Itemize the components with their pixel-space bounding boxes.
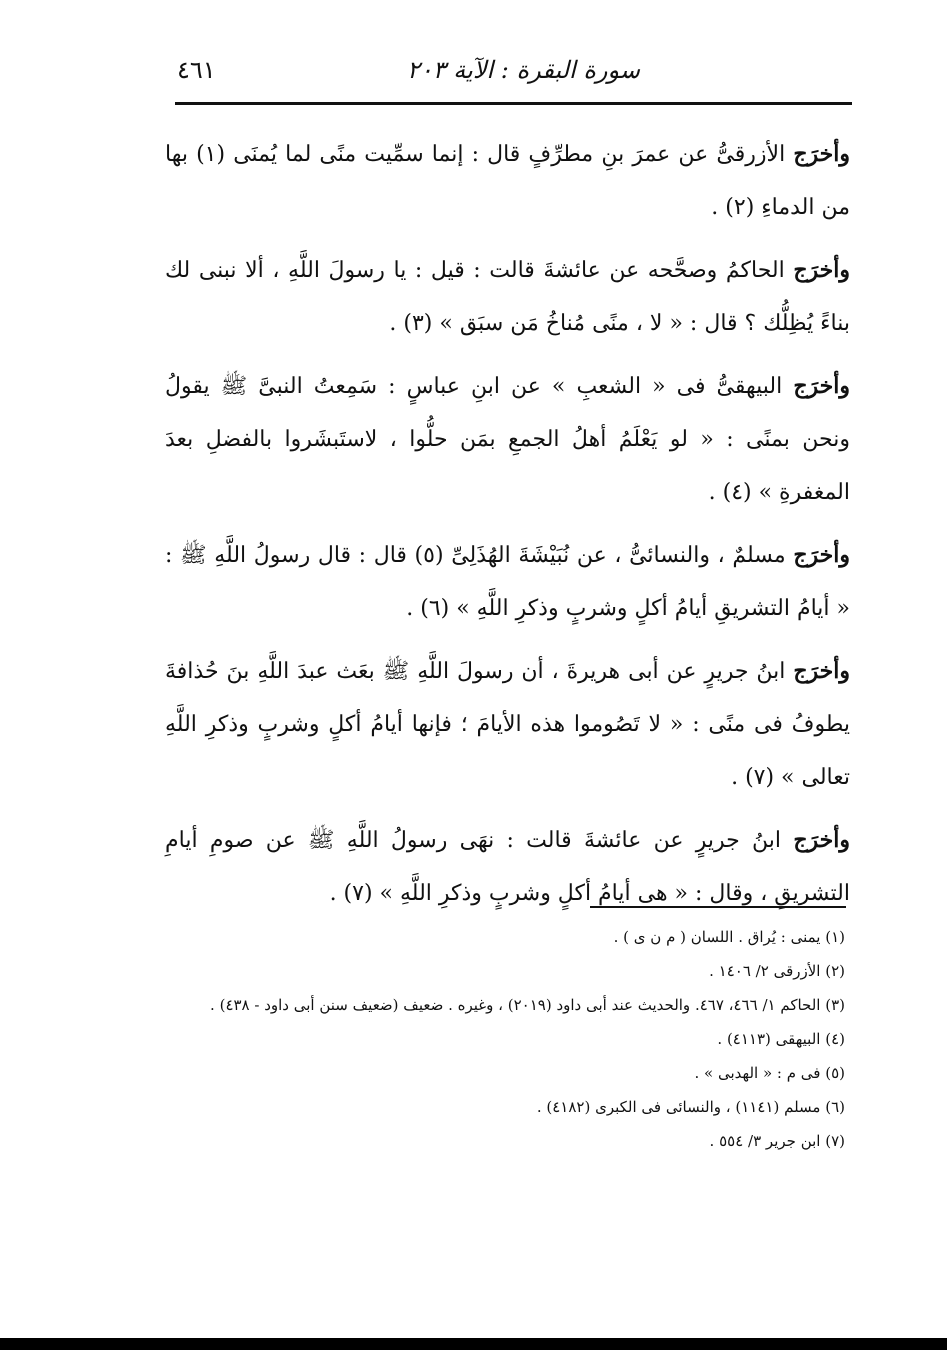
paragraph-3 [165,360,850,519]
surah-title: سورة البقرة : الآية ٢٠٣ [406,56,640,84]
paragraph-lead: وأخرَج [793,542,850,568]
paragraph-body: مسلمٌ ، والنسائىُّ ، عن نُبَيْشَةَ الهُذَلِىِّ (٥) قال : قال رسولُ اللَّهِ ﷺ : « أيامُ التشريقِ أيامُ أكلٍ وشربٍ وذكرِ اللَّهِ » (٦) . [165,543,850,621]
footnote-3: (٣) الحاكم ١/ ٤٦٦، ٤٦٧. والحديث عند أبى داود (٢٠١٩) ، وغيره . ضعيف (ضعيف سنن أبى داود - ٤٣٨) . [210,996,845,1014]
paragraph-body: الأزرقىُّ عن عمرَ بنِ مطرِّفٍ قال : إنما سمِّيت منًى لما يُمنَى (١) بها من الدماءِ (٢) . [165,142,850,220]
footnotes [165,920,845,1158]
paragraph-body: ابنُ جريرٍ عن أبى هريرةَ ، أن رسولَ اللَّهِ ﷺ بعَث عبدَ اللَّهِ بنَ حُذافةَ يطوفُ فى منًى : « لا تَصُوموا هذه الأيامَ ؛ فإنها أيامُ أكلٍ وشربٍ وذكرِ اللَّهِ تعالى » (٧) . [165,659,850,790]
page-number: ٤٦١ [177,56,216,84]
paragraph-body: ابنُ جريرٍ عن عائشةَ قالت : نهَى رسولُ اللَّهِ ﷺ عن صومِ أيامِ التشريقِ ، وقال : « هى أيامُ أكلٍ وشربٍ وذكرِ اللَّهِ » (٧) . [165,828,850,906]
footnote-divider [590,906,846,908]
paragraph-4 [165,529,850,635]
footnote-6: (٦) مسلم (١١٤١) ، والنسائى فى الكبرى (٤١٨٢) . [536,1098,845,1116]
main-text [165,128,850,930]
paragraph-lead: وأخرَج [793,257,851,283]
paragraph-lead: وأخرَج [793,373,850,399]
header-divider [175,102,852,105]
paragraph-lead: وأخرَج [793,827,850,853]
footnote-4: (٤) البيهقى (٤١١٣) . [717,1030,845,1048]
scan-edge-bar [0,1338,947,1350]
footnote-7: (٧) ابن جرير ٣/ ٥٥٤ . [709,1132,845,1150]
page-header [175,52,850,92]
paragraph-lead: وأخرَج [793,658,850,684]
paragraph-2 [165,244,850,350]
footnote-2: (٢) الأزرقى ٢/ ١٤٠٦ . [709,962,845,980]
paragraph-body: الحاكمُ وصحَّحه عن عائشةَ قالت : قيل : يا رسولَ اللَّهِ ، ألا نبنى لك بناءً يُظِلُّك ؟ قال : « لا ، منًى مُناخُ مَن سبَق » (٣) . [165,258,850,336]
paragraph-body: البيهقىُّ فى « الشعبِ » عن ابنِ عباسٍ : سَمِعتُ النبىَّ ﷺ يقولُ ونحن بمنًى : « لو يَعْلَمُ أهلُ الجمعِ بمَن حلُّوا ، لاستَبشَروا بالفضلِ بعدَ المغفرةِ » (٤) . [165,374,850,505]
footnote-5: (٥) فى م : « الهدبى » . [694,1064,845,1082]
footnote-1: (١) يمنى : يُراق . اللسان ( م ن ى ) . [613,928,845,946]
paragraph-1 [165,128,850,234]
paragraph-6 [165,814,850,920]
paragraph-5 [165,645,850,804]
paragraph-lead: وأخرَج [793,141,850,167]
